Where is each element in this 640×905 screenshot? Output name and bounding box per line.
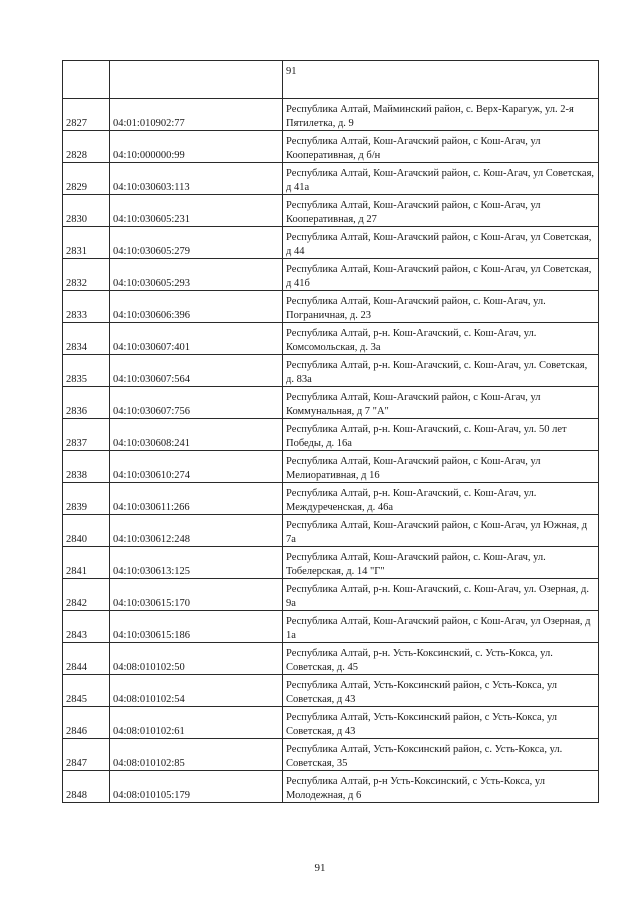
table-row [63,387,599,419]
address-cell: Республика Алтай, Усть-Коксинский район, с Усть-Кокса, ул Советская, д 43 [283,707,599,739]
cadastral-number-cell: 04:10:000000:99 [110,131,283,163]
table-row [63,323,599,355]
cadastral-number-cell: 04:10:030608:241 [110,419,283,451]
table-row [63,131,599,163]
row-number-cell: 2848 [63,771,110,803]
table-row [63,611,599,643]
row-number-cell: 2836 [63,387,110,419]
cadastral-number-cell: 04:08:010102:61 [110,707,283,739]
table-row [63,707,599,739]
address-cell: Республика Алтай, Кош-Агачский район, с Кош-Агач, ул Коммунальная, д 7 "А" [283,387,599,419]
continuation-empty-cell [110,61,283,99]
address-cell: Республика Алтай, Усть-Коксинский район, с. Усть-Кокса, ул. Советская, 35 [283,739,599,771]
row-number-cell: 2828 [63,131,110,163]
address-cell: Республика Алтай, Кош-Агачский район, с Кош-Агач, ул Мелиоративная, д 16 [283,451,599,483]
table-row [63,739,599,771]
cadastral-number-cell: 04:08:010102:54 [110,675,283,707]
row-number-cell: 2827 [63,99,110,131]
address-cell: Республика Алтай, р-н. Кош-Агачский, с. Кош-Агач, ул. Советская, д. 83а [283,355,599,387]
row-number-cell: 2845 [63,675,110,707]
cadastral-number-cell: 04:10:030615:170 [110,579,283,611]
row-number-cell: 2847 [63,739,110,771]
row-number-cell: 2832 [63,259,110,291]
address-cell: Республика Алтай, Майминский район, с. Верх-Карагуж, ул. 2-я Пятилетка, д. 9 [283,99,599,131]
row-number-cell: 2843 [63,611,110,643]
page-number: 91 [314,862,326,874]
cadastral-number-cell: 04:10:030615:186 [110,611,283,643]
cadastral-number-cell: 04:08:010102:50 [110,643,283,675]
address-cell: Республика Алтай, р-н. Кош-Агачский, с. Кош-Агач, ул. 50 лет Победы, д. 16а [283,419,599,451]
cadastral-number-cell: 04:10:030605:231 [110,195,283,227]
row-number-cell: 2830 [63,195,110,227]
table-row [63,515,599,547]
continuation-page-label: 91 [283,61,599,99]
row-number-cell: 2837 [63,419,110,451]
table-continuation-row [63,61,599,99]
table-row [63,227,599,259]
row-number-cell: 2839 [63,483,110,515]
row-number-cell: 2831 [63,227,110,259]
address-cell: Республика Алтай, Кош-Агачский район, с Кош-Агач, ул Кооперативная, д 27 [283,195,599,227]
address-cell: Республика Алтай, Кош-Агачский район, с Кош-Агач, ул Советская, д 44 [283,227,599,259]
cadastral-number-cell: 04:10:030607:564 [110,355,283,387]
row-number-cell: 2835 [63,355,110,387]
table-row [63,579,599,611]
address-cell: Республика Алтай, Усть-Коксинский район, с Усть-Кокса, ул Советская, д 43 [283,675,599,707]
address-cell: Республика Алтай, Кош-Агачский район, с Кош-Агач, ул Кооперативная, д б/н [283,131,599,163]
cadastral-number-cell: 04:01:010902:77 [110,99,283,131]
cadastral-number-cell: 04:10:030611:266 [110,483,283,515]
row-number-cell: 2840 [63,515,110,547]
cadastral-number-cell: 04:10:030613:125 [110,547,283,579]
table-row [63,771,599,803]
row-number-cell: 2841 [63,547,110,579]
table-row [63,259,599,291]
address-cell: Республика Алтай, Кош-Агачский район, с Кош-Агач, ул Озерная, д 1а [283,611,599,643]
row-number-cell: 2838 [63,451,110,483]
cadastral-number-cell: 04:08:010105:179 [110,771,283,803]
address-cell: Республика Алтай, р-н Усть-Коксинский, с Усть-Кокса, ул Молодежная, д 6 [283,771,599,803]
row-number-cell: 2844 [63,643,110,675]
table-row [63,451,599,483]
row-number-cell: 2846 [63,707,110,739]
address-cell: Республика Алтай, Кош-Агачский район, с. Кош-Агач, ул. Тобелерская, д. 14 "Г" [283,547,599,579]
table-row [63,195,599,227]
address-cell: Республика Алтай, р-н. Усть-Коксинский, с. Усть-Кокса, ул. Советская, д. 45 [283,643,599,675]
row-number-cell: 2833 [63,291,110,323]
cadastral-number-cell: 04:10:030603:113 [110,163,283,195]
cadastral-number-cell: 04:08:010102:85 [110,739,283,771]
table-row [63,99,599,131]
address-cell: Республика Алтай, Кош-Агачский район, с Кош-Агач, ул Советская, д 41б [283,259,599,291]
address-cell: Республика Алтай, Кош-Агачский район, с Кош-Агач, ул Южная, д 7а [283,515,599,547]
cadastral-number-cell: 04:10:030605:293 [110,259,283,291]
cadastral-number-cell: 04:10:030607:756 [110,387,283,419]
table-row [63,163,599,195]
cadastral-number-cell: 04:10:030607:401 [110,323,283,355]
table-row [63,483,599,515]
property-registry-table [62,60,599,803]
continuation-empty-cell [63,61,110,99]
cadastral-number-cell: 04:10:030612:248 [110,515,283,547]
table-row [63,547,599,579]
cadastral-number-cell: 04:10:030606:396 [110,291,283,323]
table-row [63,675,599,707]
address-cell: Республика Алтай, р-н. Кош-Агачский, с. Кош-Агач, ул. Комсомольская, д. 3а [283,323,599,355]
table-row [63,643,599,675]
table-row [63,419,599,451]
address-cell: Республика Алтай, р-н. Кош-Агачский, с. Кош-Агач, ул. Озерная, д. 9а [283,579,599,611]
row-number-cell: 2829 [63,163,110,195]
row-number-cell: 2842 [63,579,110,611]
row-number-cell: 2834 [63,323,110,355]
cadastral-number-cell: 04:10:030605:279 [110,227,283,259]
address-cell: Республика Алтай, Кош-Агачский район, с. Кош-Агач, ул Советская, д 41а [283,163,599,195]
address-cell: Республика Алтай, р-н. Кош-Агачский, с. Кош-Агач, ул. Междуреченская, д. 46а [283,483,599,515]
cadastral-number-cell: 04:10:030610:274 [110,451,283,483]
registry-table-body [63,61,599,803]
address-cell: Республика Алтай, Кош-Агачский район, с. Кош-Агач, ул. Пограничная, д. 23 [283,291,599,323]
table-row [63,291,599,323]
table-row [63,355,599,387]
